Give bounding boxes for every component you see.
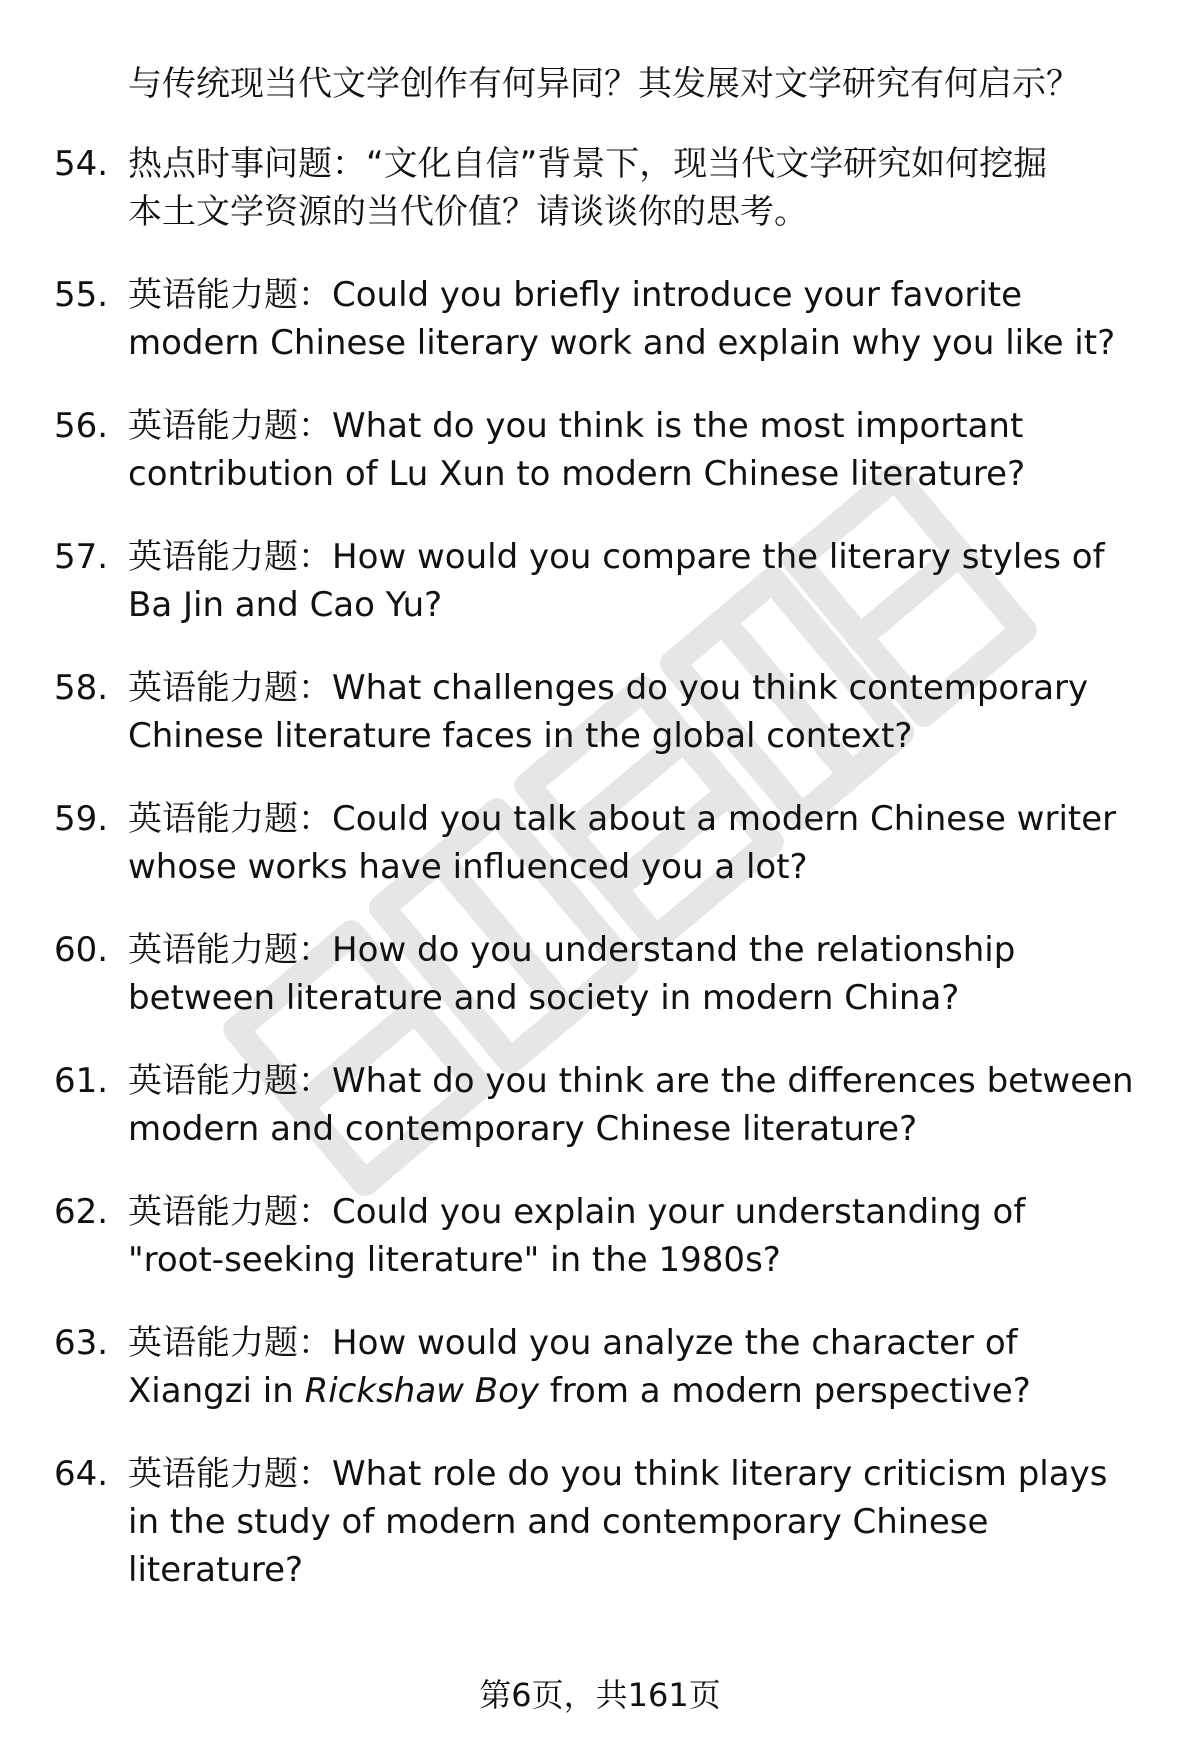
- question-number: 54.: [54, 144, 109, 184]
- question-item: [0, 926, 1200, 1022]
- question-number: 64.: [54, 1454, 109, 1494]
- question-number: 61.: [54, 1061, 109, 1101]
- question-item: [0, 1319, 1200, 1415]
- question-line-suffix: from a modern perspective?: [539, 1371, 1031, 1411]
- question-line-with-title: [128, 1367, 1168, 1415]
- question-text: [128, 926, 1168, 1022]
- question-number: 59.: [54, 799, 109, 839]
- question-line: 英语能力题：How would you analyze the character of: [128, 1323, 1018, 1363]
- question-item: [0, 1450, 1200, 1594]
- question-line: contribution of Lu Xun to modern Chinese literature?: [128, 454, 1026, 494]
- question-line: between literature and society in modern China?: [128, 978, 960, 1018]
- question-text: [128, 140, 1168, 236]
- question-number: 56.: [54, 406, 109, 446]
- question-line: "root-seeking literature" in the 1980s?: [128, 1240, 781, 1280]
- question-text: [128, 271, 1168, 367]
- question-item: [0, 533, 1200, 629]
- question-line: modern Chinese literary work and explain why you like it?: [128, 323, 1116, 363]
- question-line: whose works have influenced you a lot?: [128, 847, 808, 887]
- question-item: [0, 795, 1200, 891]
- question-line: Ba Jin and Cao Yu?: [128, 585, 443, 625]
- question-number: 58.: [54, 668, 109, 708]
- question-text: [128, 402, 1168, 498]
- question-line: literature?: [128, 1550, 304, 1590]
- question-line: 英语能力题：Could you explain your understanding of: [128, 1192, 1026, 1232]
- question-line: 英语能力题：What challenges do you think contemporary: [128, 668, 1089, 708]
- question-item: [0, 1057, 1200, 1153]
- question-text: [128, 664, 1168, 760]
- question-line: 英语能力题：How would you compare the literary styles of: [128, 537, 1105, 577]
- question-line: 热点时事问题：“文化自信”背景下，现当代文学研究如何挖掘: [128, 144, 1048, 184]
- question-text: [128, 533, 1168, 629]
- question-line-prefix: Xiangzi in: [128, 1371, 305, 1411]
- book-title: Rickshaw Boy: [304, 1371, 540, 1411]
- question-item: [0, 271, 1200, 367]
- question-text: [128, 1450, 1168, 1594]
- question-number: 55.: [54, 275, 109, 315]
- question-list: [0, 140, 1200, 1629]
- question-number: 63.: [54, 1323, 109, 1363]
- question-text: [128, 795, 1168, 891]
- question-item: [0, 140, 1200, 236]
- continuation-text: 与传统现当代文学创作有何异同？其发展对文学研究有何启示？: [128, 64, 1080, 104]
- question-line: 英语能力题：What do you think is the most important: [128, 406, 1024, 446]
- question-item: [0, 402, 1200, 498]
- question-number: 60.: [54, 930, 109, 970]
- page-footer: 第6页，共161页: [479, 1676, 721, 1714]
- question-text: [128, 1319, 1168, 1415]
- question-line: 英语能力题：Could you talk about a modern Chinese writer: [128, 799, 1117, 839]
- question-line: 本土文学资源的当代价值？请谈谈你的思考。: [128, 192, 808, 232]
- question-line: 英语能力题：What do you think are the differences between: [128, 1061, 1134, 1101]
- question-text: [128, 1188, 1168, 1284]
- question-text: [128, 1057, 1168, 1153]
- question-number: 57.: [54, 537, 109, 577]
- question-number: 62.: [54, 1192, 109, 1232]
- question-line: 英语能力题：Could you briefly introduce your favorite: [128, 275, 1023, 315]
- question-line: 英语能力题：How do you understand the relationship: [128, 930, 1016, 970]
- question-line: modern and contemporary Chinese literature?: [128, 1109, 918, 1149]
- question-line: Chinese literature faces in the global context?: [128, 716, 913, 756]
- question-line: in the study of modern and contemporary Chinese: [128, 1502, 989, 1542]
- question-item: [0, 1188, 1200, 1284]
- question-item: [0, 664, 1200, 760]
- question-line: 英语能力题：What role do you think literary criticism plays: [128, 1454, 1108, 1494]
